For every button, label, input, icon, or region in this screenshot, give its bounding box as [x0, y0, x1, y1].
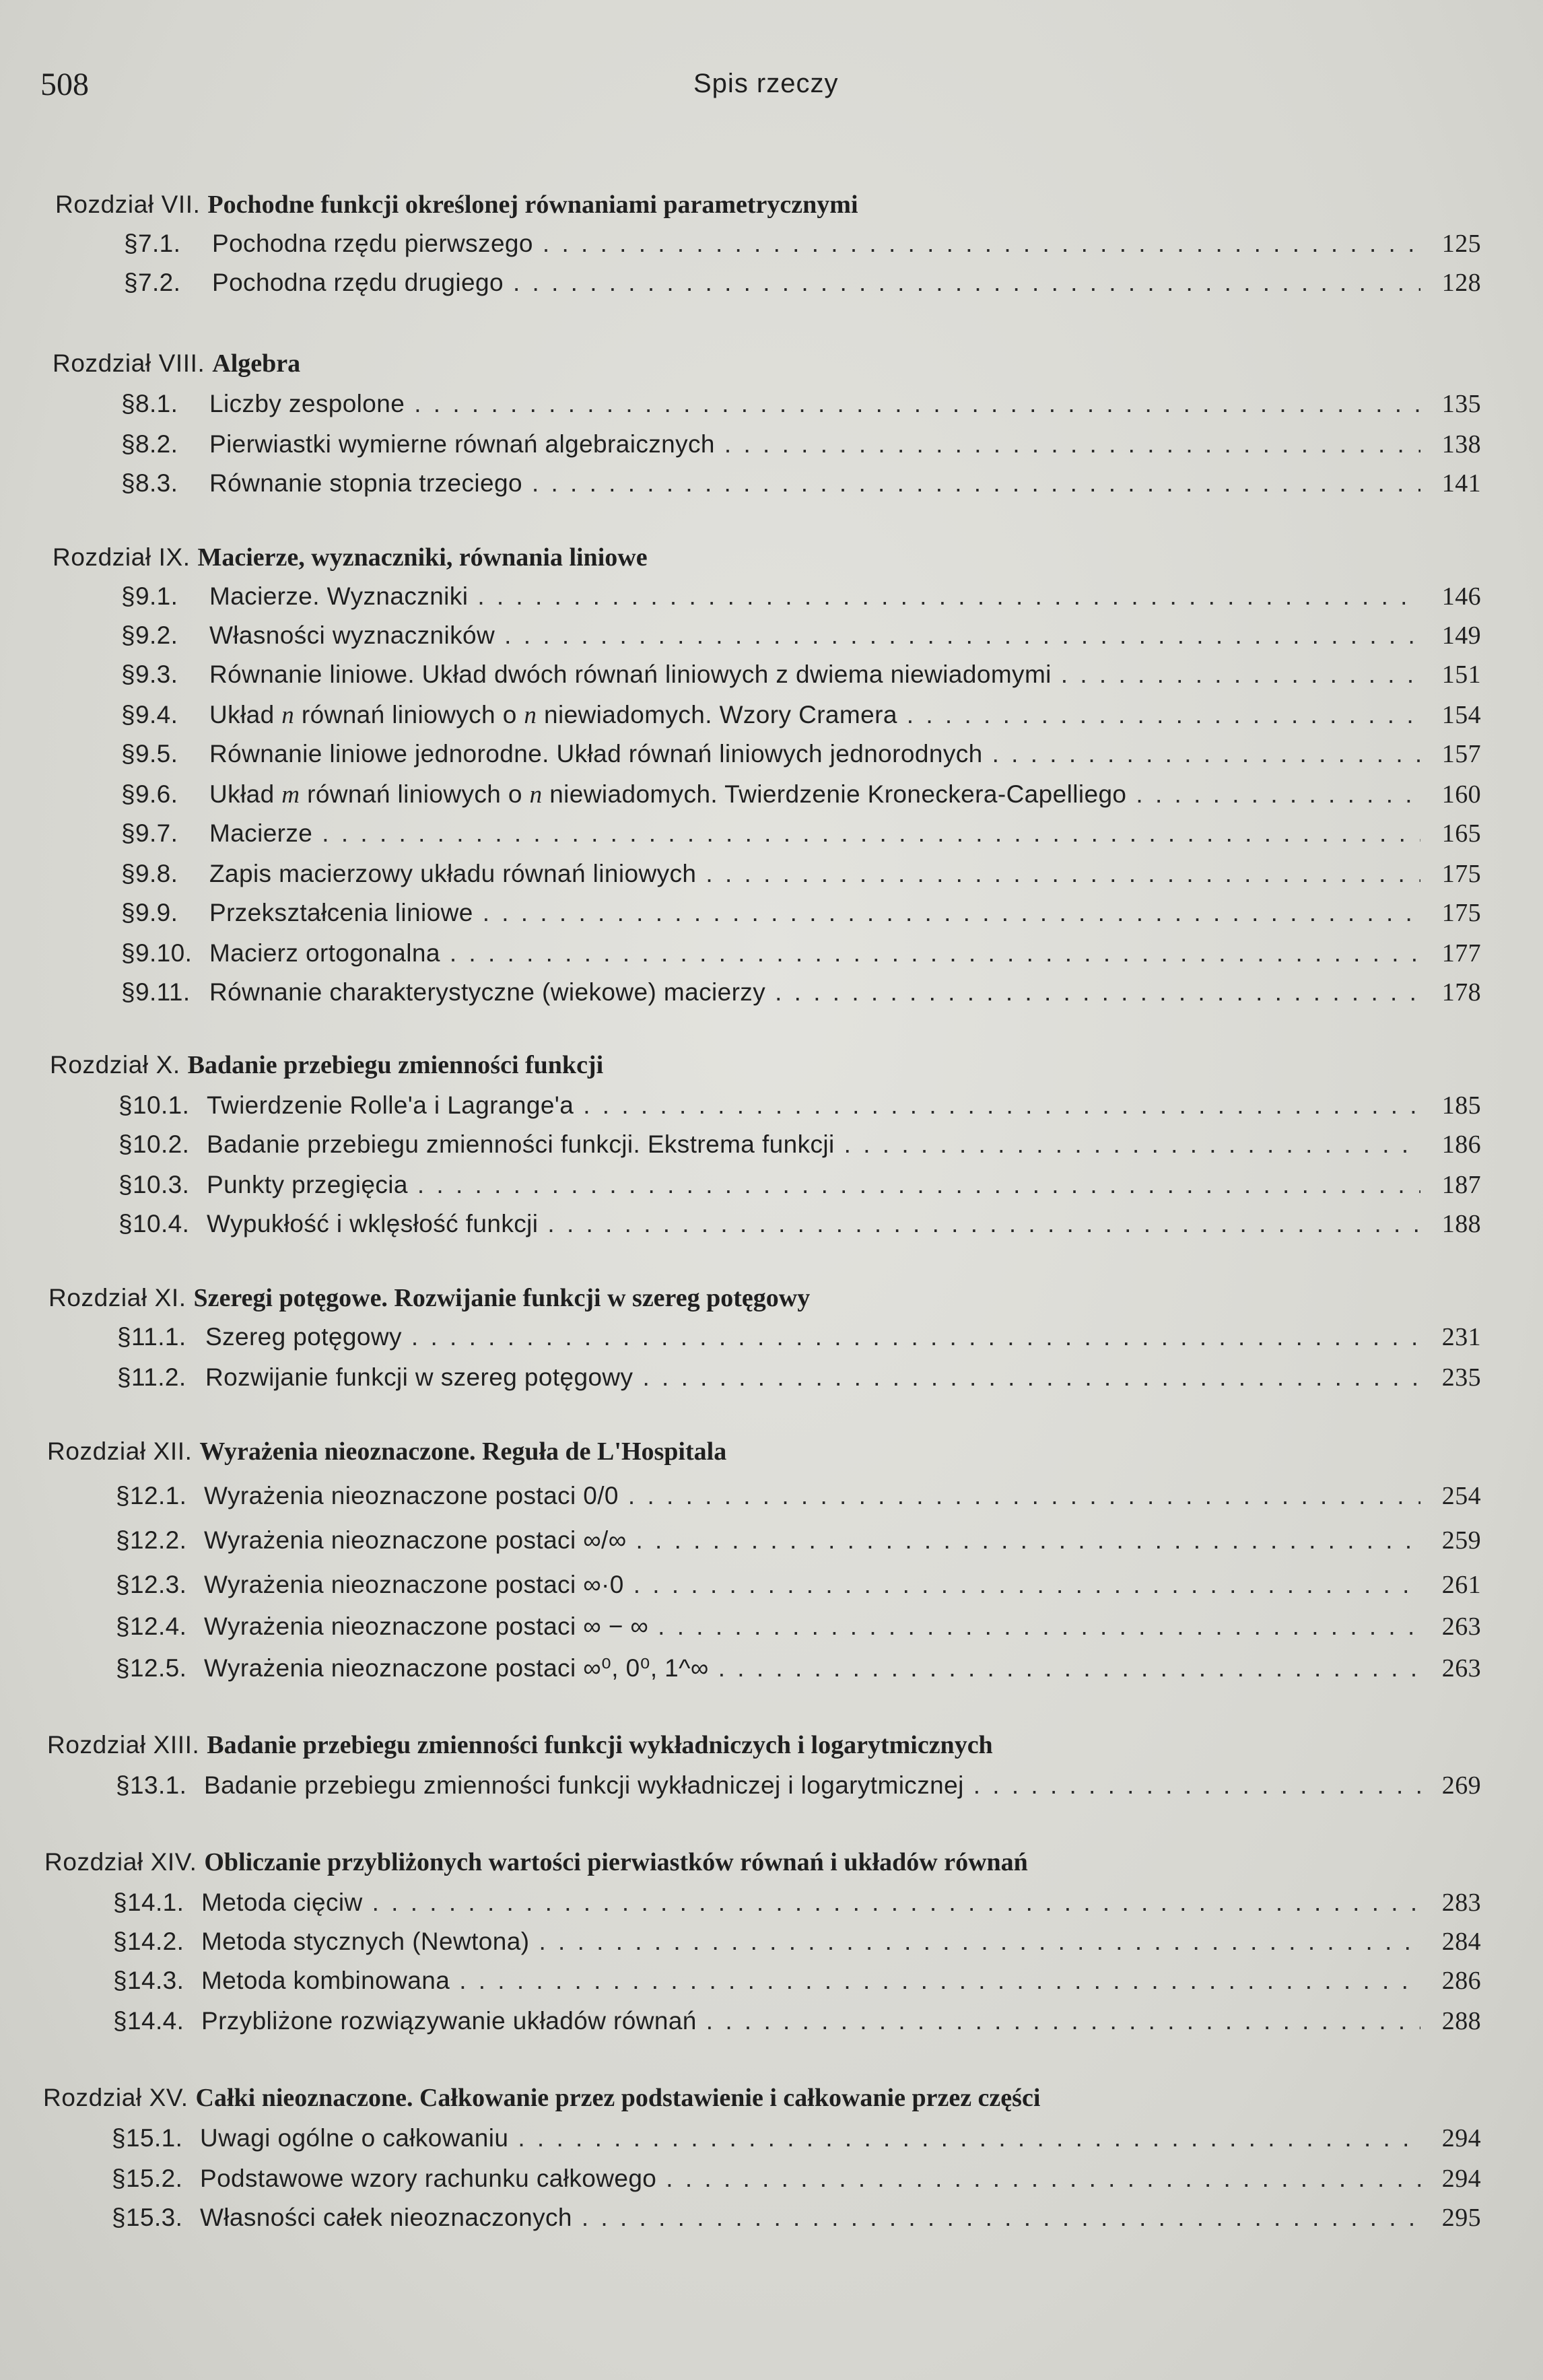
section-title: Pochodna rzędu pierwszego	[211, 230, 533, 257]
dot-leader	[547, 1210, 1420, 1238]
section-symbol: §	[116, 1612, 130, 1640]
section-title: Podstawowe wzory rachunku całkowego	[199, 2165, 657, 2192]
dot-leader	[518, 2124, 1420, 2152]
page-reference: 177	[1441, 939, 1481, 967]
section-number: 11.1.	[131, 1323, 186, 1351]
section-title: Macierze	[209, 819, 313, 847]
dot-leader	[907, 701, 1420, 729]
section-symbol: §	[112, 2204, 126, 2231]
page-reference: 135	[1441, 390, 1481, 418]
toc-entry	[118, 1170, 1481, 1204]
toc-entry	[112, 2203, 1481, 2237]
section-number: 7.2.	[137, 269, 181, 296]
section-symbol: §	[121, 701, 135, 728]
page-reference: 160	[1441, 780, 1481, 809]
page-reference: 178	[1441, 978, 1481, 1007]
section-symbol: §	[121, 899, 135, 926]
section-number: 15.1.	[125, 2124, 183, 2152]
section-title: Wyrażenia nieoznaczone postaci ∞ − ∞	[203, 1612, 649, 1640]
section-number: 9.11.	[135, 978, 191, 1006]
section-symbol: §	[121, 660, 135, 688]
section-title: Wyrażenia nieoznaczone postaci ∞·0	[203, 1571, 624, 1598]
section-symbol: §	[124, 269, 138, 296]
section-title: Macierz ortogonalna	[209, 939, 440, 967]
section-title: Układ n równań liniowych o n niewiadomych. Wzory Cramera	[209, 701, 897, 729]
dot-leader	[724, 430, 1420, 458]
dot-leader	[414, 390, 1420, 418]
dot-leader	[532, 469, 1420, 498]
dot-leader	[642, 1363, 1420, 1392]
toc-entry	[118, 1209, 1481, 1243]
dot-leader	[483, 899, 1420, 927]
toc-entry	[121, 621, 1481, 654]
section-title: Wyrażenia nieoznaczone postaci ∞/∞	[203, 1526, 627, 1554]
section-number: 9.4.	[135, 701, 178, 728]
section-number: 14.1.	[127, 1889, 184, 1916]
page-reference: 185	[1441, 1091, 1481, 1120]
section-symbol: §	[121, 469, 135, 497]
page-reference: 141	[1441, 469, 1481, 498]
section-title: Układ m równań liniowych o n niewiadomych. Twierdzenie Kroneckera-Capelliego	[209, 780, 1127, 809]
section-symbol: §	[117, 1363, 131, 1391]
section-title: Badanie przebiegu zmienności funkcji. Ekstrema funkcji	[206, 1130, 835, 1158]
section-title: Metoda stycznych (Newtona)	[201, 1928, 530, 1955]
toc-entry	[116, 1526, 1481, 1559]
page-reference: 146	[1441, 582, 1481, 611]
page-reference: 269	[1441, 1771, 1481, 1800]
chapter-title: Wyrażenia nieoznaczone. Reguła de L'Hospitala	[199, 1437, 727, 1466]
toc-entry	[113, 1966, 1481, 2000]
section-number: 9.10.	[135, 939, 193, 967]
dot-leader	[1061, 660, 1420, 689]
running-title: Spis rzeczy	[693, 69, 839, 98]
page-reference: 288	[1441, 2007, 1481, 2035]
toc-entry	[121, 430, 1481, 463]
toc-entry	[113, 1888, 1481, 1922]
section-number: 10.1.	[132, 1091, 190, 1119]
section-symbol: §	[112, 2124, 126, 2152]
section-number: 9.7.	[135, 819, 178, 847]
toc-entry	[121, 389, 1481, 423]
section-number: 10.2.	[132, 1130, 190, 1158]
section-title: Punkty przegięcia	[206, 1171, 408, 1198]
toc-entry	[124, 268, 1481, 302]
chapter-heading	[50, 1050, 603, 1080]
section-symbol: §	[113, 2007, 127, 2035]
toc-entry	[121, 700, 1481, 734]
section-symbol: §	[117, 1323, 131, 1351]
section-symbol: §	[121, 939, 135, 967]
section-title: Równanie liniowe. Układ dwóch równań liniowych z dwiema niewiadomymi	[209, 660, 1052, 688]
section-symbol: §	[121, 740, 135, 768]
section-title: Własności wyznaczników	[209, 621, 495, 649]
dot-leader	[543, 230, 1420, 258]
toc-entry	[121, 780, 1481, 813]
section-symbol: §	[113, 1928, 127, 1955]
page-reference: 286	[1441, 1967, 1481, 1995]
toc-entry	[116, 1481, 1481, 1515]
section-title: Pierwiastki wymierne równań algebraicznych	[209, 430, 715, 458]
section-number: 8.1.	[135, 390, 178, 417]
dot-leader	[666, 2165, 1420, 2193]
chapter-heading	[47, 1730, 993, 1760]
toc-entry	[116, 1570, 1481, 1604]
dot-leader	[636, 1526, 1420, 1555]
section-title: Równanie stopnia trzeciego	[209, 469, 522, 497]
page-reference: 263	[1441, 1654, 1481, 1682]
chapter-heading	[44, 1847, 1028, 1877]
section-symbol: §	[118, 1091, 133, 1119]
section-number: 7.1.	[137, 230, 181, 257]
dot-leader	[411, 1323, 1420, 1351]
page-reference: 157	[1441, 740, 1481, 768]
page-number: 508	[40, 67, 89, 102]
page-reference: 294	[1441, 2165, 1481, 2193]
section-symbol: §	[116, 1526, 130, 1554]
chapter-label: Rozdział X.	[50, 1051, 188, 1079]
section-title: Przybliżone rozwiązywanie układów równań	[201, 2007, 697, 2035]
page-reference: 154	[1441, 701, 1481, 729]
toc-entry	[121, 978, 1481, 1011]
section-title: Liczby zespolone	[209, 390, 405, 417]
section-symbol: §	[113, 1967, 127, 1994]
dot-leader	[504, 621, 1420, 650]
dot-leader	[718, 1654, 1420, 1682]
section-number: 9.6.	[135, 780, 178, 808]
chapter-label: Rozdział XIV.	[44, 1848, 205, 1876]
section-title: Pochodna rzędu drugiego	[211, 269, 504, 296]
section-symbol: §	[116, 1482, 130, 1509]
section-number: 9.8.	[135, 860, 178, 887]
section-number: 12.3.	[129, 1571, 187, 1598]
page-reference: 125	[1441, 230, 1481, 258]
dot-leader	[633, 1571, 1420, 1599]
toc-entry	[121, 739, 1481, 773]
section-number: 11.2.	[131, 1363, 186, 1391]
page-reference: 283	[1441, 1889, 1481, 1917]
chapter-title: Obliczanie przybliżonych wartości pierwiastków równań i układów równań	[204, 1848, 1028, 1876]
chapter-title: Całki nieoznaczone. Całkowanie przez podstawienie i całkowanie przez części	[195, 2084, 1041, 2112]
section-symbol: §	[121, 390, 135, 417]
toc-entry	[118, 1130, 1481, 1163]
page-reference: 149	[1441, 621, 1481, 650]
chapter-label: Rozdział XIII.	[47, 1731, 207, 1759]
page-reference: 175	[1441, 860, 1481, 888]
toc-entry	[121, 898, 1481, 932]
section-number: 9.9.	[135, 899, 178, 926]
section-number: 8.3.	[135, 469, 178, 497]
chapter-title: Macierze, wyznaczniki, równania liniowe	[197, 543, 648, 572]
section-symbol: §	[116, 1771, 130, 1799]
page-reference: 128	[1441, 269, 1481, 297]
section-symbol: §	[113, 1889, 127, 1916]
page-reference: 231	[1441, 1323, 1481, 1351]
dot-leader	[775, 978, 1420, 1007]
dot-leader	[992, 740, 1420, 768]
section-title: Wyrażenia nieoznaczone postaci ∞⁰, 0⁰, 1^∞	[203, 1654, 709, 1682]
toc-entry	[116, 1612, 1481, 1645]
chapter-heading	[48, 1283, 810, 1313]
toc-entry	[112, 2123, 1481, 2157]
section-title: Rozwijanie funkcji w szereg potęgowy	[205, 1363, 633, 1391]
page-reference: 138	[1441, 430, 1481, 458]
dot-leader	[417, 1171, 1420, 1199]
dot-leader	[477, 582, 1420, 611]
section-title: Szereg potęgowy	[205, 1323, 402, 1351]
page-reference: 261	[1441, 1571, 1481, 1599]
toc-entry	[117, 1322, 1481, 1356]
dot-leader	[539, 1928, 1420, 1956]
dot-leader	[706, 860, 1420, 888]
dot-leader	[459, 1967, 1420, 1995]
section-number: 8.2.	[135, 430, 178, 458]
section-title: Wypukłość i wklęsłość funkcji	[206, 1210, 539, 1237]
section-title: Równanie liniowe jednorodne. Układ równań liniowych jednorodnych	[209, 740, 983, 768]
chapter-label: Rozdział XV.	[43, 2084, 196, 2111]
chapter-title: Badanie przebiegu zmienności funkcji	[187, 1051, 604, 1079]
toc-entry	[116, 1771, 1481, 1804]
page-reference: 235	[1441, 1363, 1481, 1392]
section-number: 12.2.	[129, 1526, 187, 1554]
dot-leader	[583, 1091, 1420, 1120]
chapter-heading	[47, 1437, 726, 1466]
section-symbol: §	[121, 780, 135, 808]
section-title: Metoda kombinowana	[201, 1967, 450, 1994]
dot-leader	[973, 1771, 1420, 1800]
chapter-heading	[55, 190, 858, 219]
section-title: Twierdzenie Rolle'a i Lagrange'a	[206, 1091, 574, 1119]
dot-leader	[658, 1612, 1420, 1641]
section-symbol: §	[116, 1654, 130, 1682]
section-symbol: §	[121, 819, 135, 847]
section-symbol: §	[121, 621, 135, 649]
section-number: 14.3.	[127, 1967, 184, 1994]
section-title: Metoda cięciw	[201, 1889, 363, 1916]
toc-entry	[121, 859, 1481, 893]
toc-entry	[121, 582, 1481, 615]
chapter-title: Badanie przebiegu zmienności funkcji wykładniczych i logarytmicznych	[207, 1731, 993, 1759]
page-reference: 187	[1441, 1171, 1481, 1199]
section-number: 9.2.	[135, 621, 178, 649]
chapter-label: Rozdział IX.	[53, 543, 198, 571]
dot-leader	[844, 1130, 1420, 1159]
chapter-label: Rozdział XII.	[47, 1437, 200, 1465]
section-symbol: §	[121, 978, 135, 1006]
section-number: 15.2.	[125, 2165, 183, 2192]
section-number: 9.1.	[135, 582, 178, 610]
page-reference: 151	[1441, 660, 1481, 689]
page-reference: 254	[1441, 1482, 1481, 1510]
section-symbol: §	[121, 430, 135, 458]
chapter-heading	[43, 2083, 1040, 2113]
section-number: 14.2.	[127, 1928, 184, 1955]
dot-leader	[322, 819, 1420, 848]
section-number: 13.1.	[129, 1771, 187, 1799]
toc-entry	[112, 2164, 1481, 2198]
chapter-title: Szeregi potęgowe. Rozwijanie funkcji w szereg potęgowy	[193, 1284, 811, 1312]
page-reference: 175	[1441, 899, 1481, 927]
chapter-title: Pochodne funkcji określonej równaniami parametrycznymi	[207, 191, 858, 219]
section-symbol: §	[116, 1571, 130, 1598]
page-reference: 284	[1441, 1928, 1481, 1956]
section-symbol: §	[118, 1210, 133, 1237]
dot-leader	[628, 1482, 1420, 1510]
section-number: 10.4.	[132, 1210, 190, 1237]
dot-leader	[513, 269, 1420, 297]
toc-entry	[116, 1654, 1481, 1687]
section-title: Badanie przebiegu zmienności funkcji wykładniczej i logarytmicznej	[203, 1771, 964, 1799]
dot-leader	[1136, 780, 1420, 809]
section-number: 9.5.	[135, 740, 178, 768]
chapter-heading	[53, 349, 300, 378]
toc-entry	[113, 1927, 1481, 1961]
toc-entry	[118, 1091, 1481, 1124]
page-reference: 295	[1441, 2204, 1481, 2232]
section-title: Własności całek nieoznaczonych	[199, 2204, 572, 2231]
section-title: Zapis macierzowy układu równań liniowych	[209, 860, 697, 887]
section-number: 14.4.	[127, 2007, 184, 2035]
chapter-label: Rozdział VII.	[55, 191, 208, 218]
page-reference: 186	[1441, 1130, 1481, 1159]
section-title: Wyrażenia nieoznaczone postaci 0/0	[203, 1482, 619, 1509]
section-number: 12.4.	[129, 1612, 187, 1640]
page-reference: 294	[1441, 2124, 1481, 2152]
toc-entry	[124, 229, 1481, 263]
section-symbol: §	[118, 1130, 133, 1158]
section-title: Równanie charakterystyczne (wiekowe) macierzy	[209, 978, 766, 1006]
section-symbol: §	[121, 582, 135, 610]
chapter-title: Algebra	[212, 349, 301, 378]
page-reference: 188	[1441, 1210, 1481, 1238]
section-symbol: §	[112, 2165, 126, 2192]
section-number: 12.5.	[129, 1654, 187, 1682]
section-title: Uwagi ogólne o całkowaniu	[199, 2124, 509, 2152]
toc-entry	[121, 660, 1481, 693]
toc-entry	[113, 2006, 1481, 2040]
dot-leader	[372, 1889, 1420, 1917]
section-symbol: §	[121, 860, 135, 887]
page-reference: 259	[1441, 1526, 1481, 1555]
section-number: 9.3.	[135, 660, 178, 688]
toc-entry	[121, 469, 1481, 502]
section-number: 12.1.	[129, 1482, 187, 1509]
dot-leader	[582, 2204, 1420, 2232]
toc-entry	[117, 1363, 1481, 1396]
page-reference: 165	[1441, 819, 1481, 848]
dot-leader	[450, 939, 1420, 967]
chapter-heading	[53, 543, 648, 572]
toc-entry	[121, 939, 1481, 972]
toc-entry	[121, 819, 1481, 852]
dot-leader	[706, 2007, 1420, 2035]
chapter-label: Rozdział VIII.	[53, 349, 213, 377]
section-title: Przekształcenia liniowe	[209, 899, 473, 926]
page-reference: 263	[1441, 1612, 1481, 1641]
chapter-label: Rozdział XI.	[48, 1284, 194, 1312]
section-title: Macierze. Wyznaczniki	[209, 582, 469, 610]
section-number: 10.3.	[132, 1171, 190, 1198]
section-symbol: §	[118, 1171, 133, 1198]
section-number: 15.3.	[125, 2204, 183, 2231]
section-symbol: §	[124, 230, 138, 257]
